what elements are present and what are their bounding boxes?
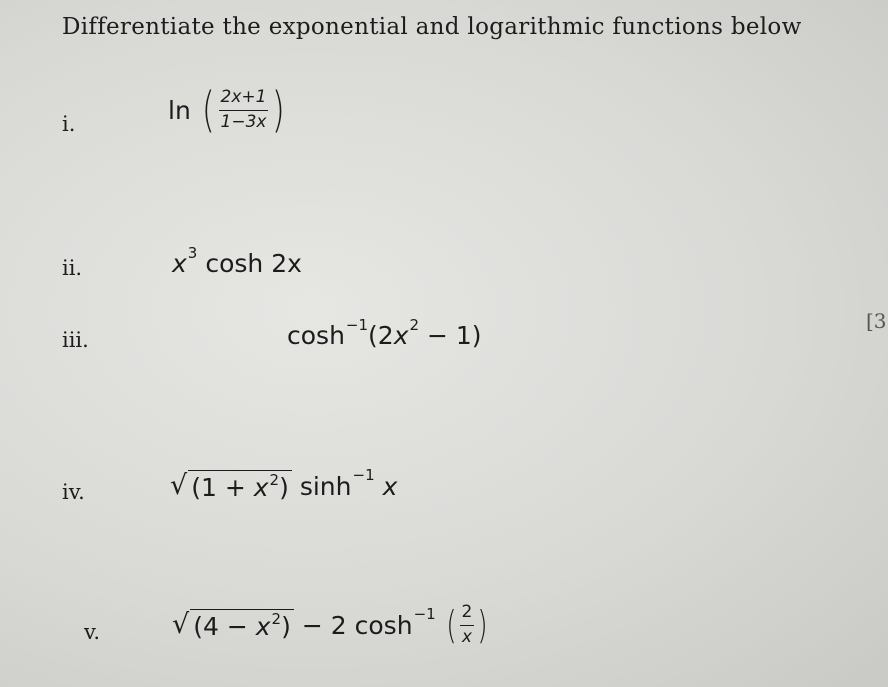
- ln-function: ln: [168, 95, 191, 125]
- close-paren: ): [272, 82, 286, 138]
- variable-x: x: [393, 321, 409, 350]
- variable-x: x: [172, 249, 187, 278]
- item-5-expression: [172, 603, 490, 647]
- argument-open: (2: [368, 321, 394, 350]
- open-paren: (: [445, 603, 457, 648]
- radicand: $(1 + x^2)$: [188, 470, 292, 502]
- fraction-numerator: 2: [460, 603, 475, 626]
- item-2-expression: [172, 243, 302, 278]
- item-2-label: ii.: [62, 256, 83, 280]
- item-4-label: iv.: [62, 480, 85, 504]
- item-1-label: i.: [62, 112, 76, 136]
- cosh-function: cosh: [205, 249, 264, 278]
- cosh-argument: 2x: [271, 249, 302, 278]
- marks-indicator: [3: [866, 309, 887, 333]
- square-root: [172, 609, 294, 641]
- exponent: 2: [409, 315, 420, 334]
- sinh-argument: x: [382, 471, 398, 501]
- inverse-exponent: −1: [352, 466, 375, 484]
- fraction-numerator: 2x+1: [219, 88, 269, 111]
- cosh-function: cosh: [287, 321, 345, 350]
- square-root: [170, 470, 292, 502]
- item-3-label: iii.: [62, 328, 89, 352]
- item-4-expression: [170, 466, 398, 502]
- minus-two: − 2: [301, 610, 347, 640]
- radical-sign: √: [170, 470, 188, 501]
- fraction-denominator: 1−3x: [220, 111, 267, 132]
- item-3-expression: [287, 315, 482, 350]
- fraction: [219, 88, 269, 132]
- item-1-expression: [168, 82, 288, 138]
- argument-rest: − 1): [419, 321, 482, 350]
- instruction-heading: Differentiate the exponential and logarithmic functions below: [62, 14, 802, 40]
- close-paren: ): [477, 603, 488, 648]
- open-paren: (: [201, 82, 215, 138]
- radicand: $(4 - x^2)$: [190, 609, 294, 641]
- cosh-function: cosh: [354, 610, 413, 640]
- radical-sign: √: [172, 609, 190, 641]
- fraction: [460, 603, 475, 647]
- fraction-denominator: x: [461, 626, 472, 647]
- inverse-exponent: −1: [345, 315, 369, 334]
- exponent: 3: [187, 243, 198, 262]
- item-5-label: v.: [84, 620, 101, 644]
- inverse-exponent: −1: [413, 605, 436, 624]
- sinh-function: sinh: [299, 471, 352, 501]
